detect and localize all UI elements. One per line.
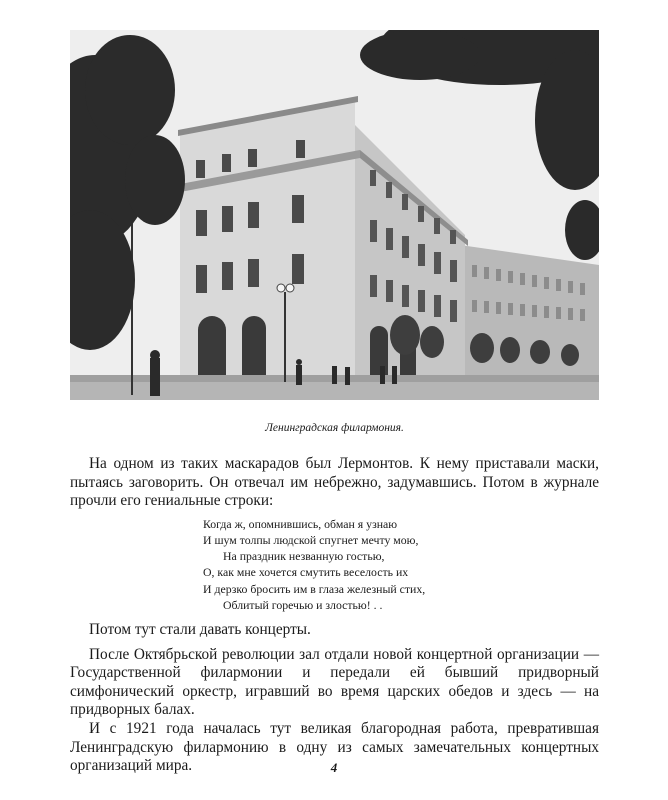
body-text (70, 455, 599, 776)
paragraph-3: После Октябрьской революции зал отдали новой концертной организации — Государственной филармонии и передали ей бывший придворный симфонический оркестр, игравший во время царских обедов и здесь — на придворных балах. (70, 645, 599, 719)
poem (203, 516, 599, 613)
paragraph-2: Потом тут стали давать концерты. (89, 621, 311, 638)
poem-line: И шум толпы людской спугнет мечту мою, (203, 532, 419, 547)
figure-caption: Ленинградская филармония. (265, 422, 404, 434)
philharmonic-photo (70, 30, 599, 400)
paragraph-1: На одном из таких маскарадов был Лермонтов. К нему приставали маски, пытаясь заговорить. Он отвечал им небрежно, задумавшись. Потом в журнале прочли его гениальные строки: (70, 455, 599, 510)
poem-line: На праздник незванную гостью, (223, 549, 385, 564)
paragraph-4: И с 1921 года началась тут великая благородная работа, превратившая Ленинградскую филармонию в одну из самых замечательных концертных организаций мира. (70, 719, 599, 775)
poem-line: Облитый горечью и злостью! . . (223, 597, 383, 612)
poem-line: Когда ж, опомнившись, обман я узнаю (203, 516, 398, 531)
poem-line: О, как мне хочется смутить веселость их (203, 565, 409, 580)
page-number: 4 (330, 760, 338, 775)
poem-line: И дерзко бросить им в глаза железный стих, (203, 581, 426, 596)
